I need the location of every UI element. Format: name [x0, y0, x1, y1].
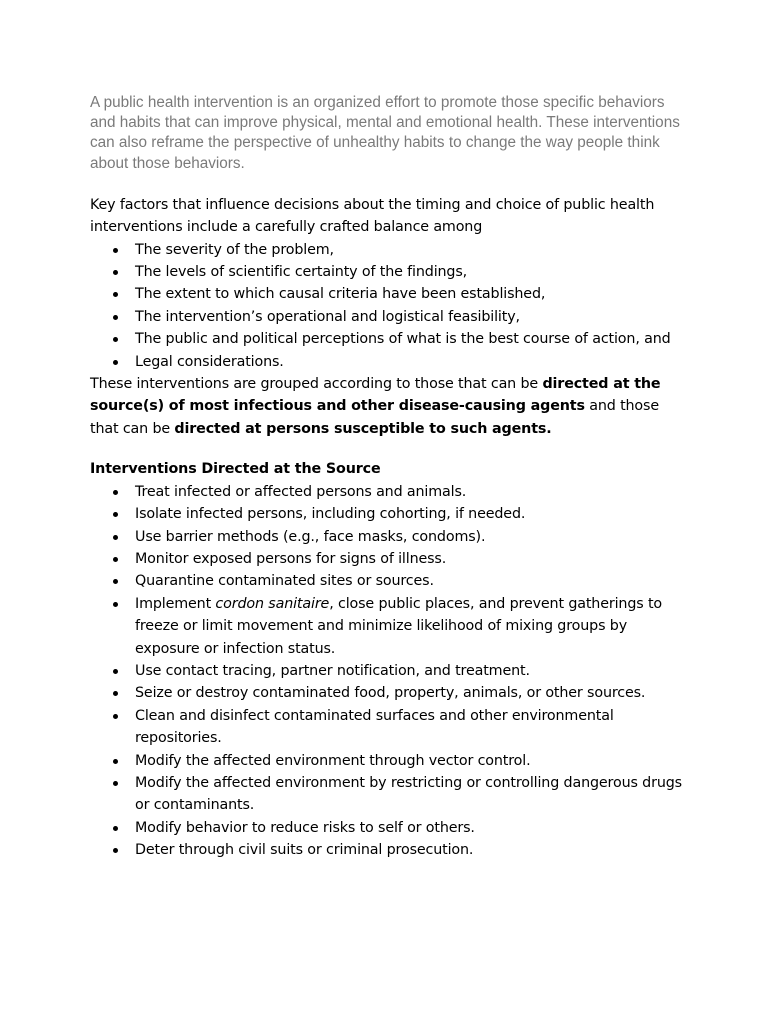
- list-item: Modify the affected environment through vector control.: [90, 750, 690, 772]
- factors-list: [90, 239, 690, 373]
- bullet-icon: [113, 579, 118, 584]
- list-item: The intervention’s operational and logistical feasibility,: [90, 306, 690, 328]
- list-item: Modify behavior to reduce risks to self or others.: [90, 817, 690, 839]
- list-item: Isolate infected persons, including cohorting, if needed.: [90, 503, 690, 525]
- list-item: The public and political perceptions of what is the best course of action, and: [90, 328, 690, 350]
- bullet-icon: [113, 848, 118, 853]
- bullet-icon: [113, 759, 118, 764]
- list-item: Implement cordon sanitaire, close public places, and prevent gatherings to freeze or limit movement and minimize likelihood of mixing groups by exposure or infection status.: [90, 593, 690, 660]
- key-factors-paragraph: Key factors that influence decisions about the timing and choice of public health interventions include a carefully crafted balance among: [90, 196, 655, 236]
- list-item: Legal considerations.: [90, 351, 690, 373]
- bullet-icon: [113, 337, 118, 342]
- list-item: Monitor exposed persons for signs of illness.: [90, 548, 690, 570]
- bullet-icon: [113, 248, 118, 253]
- bullet-icon: [113, 535, 118, 540]
- list-item: Deter through civil suits or criminal prosecution.: [90, 839, 690, 861]
- bullet-icon: [113, 315, 118, 320]
- list-item: The extent to which causal criteria have been established,: [90, 283, 690, 305]
- list-item: The levels of scientific certainty of the findings,: [90, 261, 690, 283]
- bold-phrase-persons: directed at persons susceptible to such agents.: [174, 420, 552, 437]
- bullet-icon: [113, 691, 118, 696]
- bullet-icon: [113, 557, 118, 562]
- intro-paragraph: A public health intervention is an organized effort to promote those specific behaviors and habits that can improve physical, mental and emotional health. These interventions can also reframe the perspective of unhealthy habits to change the way people think about those behaviors.: [90, 94, 680, 172]
- list-item: Use barrier methods (e.g., face masks, condoms).: [90, 526, 690, 548]
- bullet-icon: [113, 602, 118, 607]
- list-item: Quarantine contaminated sites or sources.: [90, 570, 690, 592]
- grouping-paragraph: These interventions are grouped according to those that can be directed at the source(s) of most infectious and other disease-causing agents and those that can be directed at persons susceptible to such agents.: [90, 376, 661, 437]
- bullet-icon: [113, 292, 118, 297]
- bullet-icon: [113, 490, 118, 495]
- bullet-icon: [113, 669, 118, 674]
- italic-term: cordon sanitaire: [215, 595, 330, 612]
- document-page: [90, 93, 690, 862]
- list-item: Clean and disinfect contaminated surfaces and other environmental repositories.: [90, 705, 690, 750]
- bullet-icon: [113, 714, 118, 719]
- bullet-icon: [113, 826, 118, 831]
- bullet-icon: [113, 512, 118, 517]
- list-item: Treat infected or affected persons and animals.: [90, 481, 690, 503]
- section-heading: Interventions Directed at the Source: [90, 461, 381, 478]
- list-item: Modify the affected environment by restricting or controlling dangerous drugs or contaminants.: [90, 772, 690, 817]
- bullet-icon: [113, 781, 118, 786]
- bullet-icon: [113, 270, 118, 275]
- list-item: Use contact tracing, partner notification, and treatment.: [90, 660, 690, 682]
- list-item: The severity of the problem,: [90, 239, 690, 261]
- bullet-icon: [113, 360, 118, 365]
- bold-phrase-source: directed at the source(s) of most infectious and other disease-causing agents: [90, 376, 661, 415]
- list-item: Seize or destroy contaminated food, property, animals, or other sources.: [90, 682, 690, 704]
- source-interventions-list: [90, 481, 690, 862]
